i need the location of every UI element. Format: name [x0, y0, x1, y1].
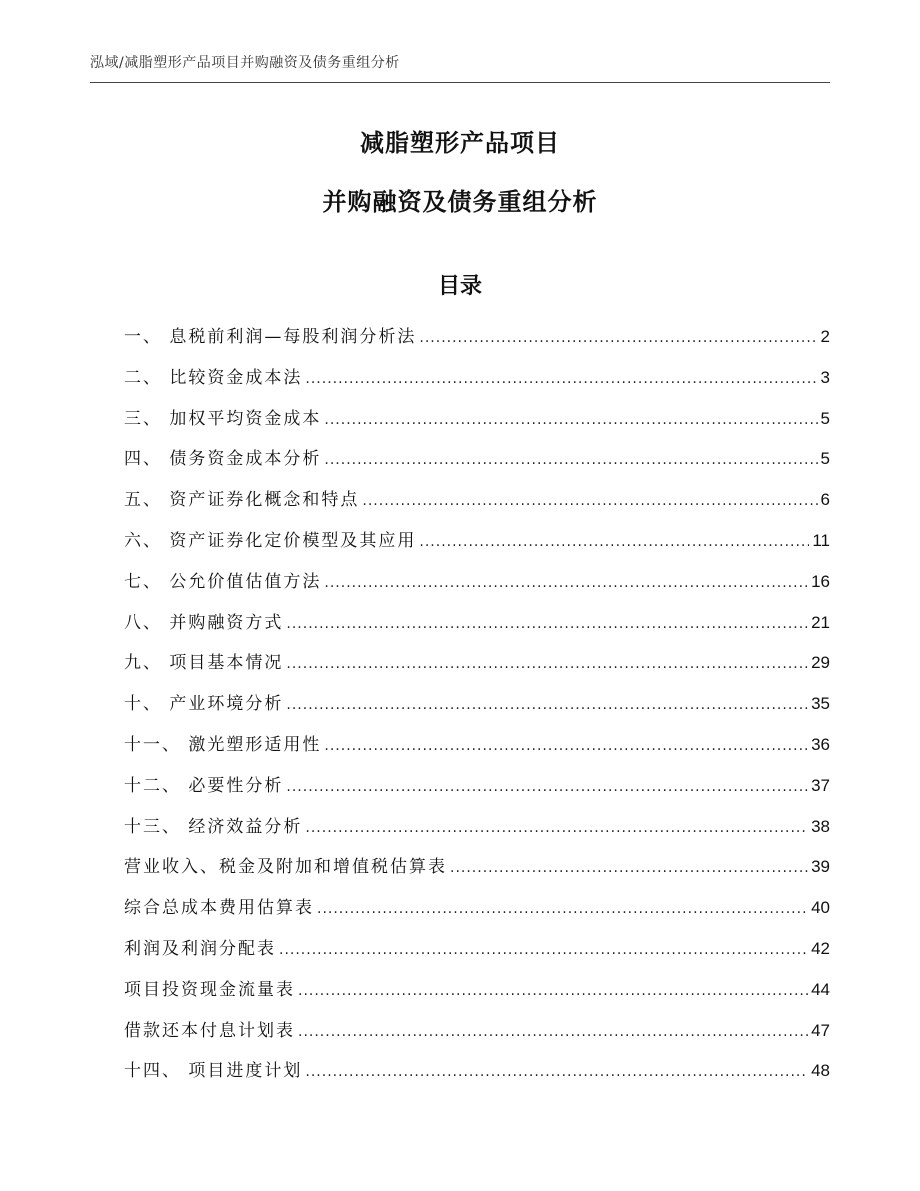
toc-entry[interactable]	[124, 322, 830, 363]
toc-entry[interactable]	[124, 526, 830, 567]
toc-entry-page-number: 2	[820, 327, 830, 346]
toc-dot-leader	[362, 486, 817, 516]
toc-entry-label: 借款还本付息计划表	[124, 1020, 295, 1041]
toc-dot-leader	[324, 731, 808, 761]
toc-entry-page-number: 6	[820, 490, 830, 510]
toc-entry-page-number: 48	[811, 1061, 830, 1081]
toc-entry-page-number: 29	[811, 653, 830, 673]
toc-entry[interactable]	[124, 648, 830, 689]
toc-entry-number: 十二、	[124, 775, 189, 796]
toc-entry-number: 十三、	[124, 816, 189, 837]
toc-entry-label: 并购融资方式	[169, 612, 284, 633]
toc-entry[interactable]	[124, 1056, 830, 1097]
toc-entry-page-number: 11	[812, 530, 830, 550]
toc-entry[interactable]	[124, 852, 830, 893]
toc-entry[interactable]	[124, 404, 830, 445]
toc-entry-number: 一、	[124, 327, 170, 347]
toc-dot-leader	[286, 690, 808, 720]
toc-entry-label: 公允价值估值方法	[169, 571, 322, 592]
toc-dot-leader	[279, 935, 808, 965]
document-title-line-1: 减脂塑形产品项目	[360, 129, 560, 157]
toc-entry[interactable]	[124, 689, 830, 730]
toc-entry-page-number: 5	[820, 449, 830, 469]
toc-entry[interactable]	[124, 567, 830, 608]
toc-dot-leader	[324, 445, 817, 475]
toc-entry-number: 二、	[124, 367, 170, 388]
toc-entry-label: 息税前利润—每股利润分析法	[169, 327, 417, 347]
toc-dot-leader	[286, 772, 808, 802]
toc-entry[interactable]	[124, 444, 830, 485]
table-of-contents	[124, 322, 830, 1097]
toc-entry-number: 三、	[124, 408, 170, 429]
toc-dot-leader	[305, 1057, 808, 1087]
toc-entry-number: 十四、	[124, 1061, 189, 1082]
toc-entry-number: 十一、	[124, 734, 189, 755]
toc-entry-page-number: 39	[811, 857, 830, 877]
toc-entry-number: 十、	[124, 694, 170, 715]
toc-dot-leader	[286, 609, 808, 639]
toc-dot-leader	[419, 527, 809, 557]
toc-entry-page-number: 47	[811, 1020, 830, 1040]
toc-entry-label: 项目投资现金流量表	[124, 979, 295, 1000]
toc-entry-number: 六、	[124, 530, 170, 551]
toc-entry-page-number: 40	[811, 898, 830, 918]
toc-dot-leader	[305, 813, 808, 843]
toc-entry-number: 八、	[124, 612, 170, 633]
toc-entry[interactable]	[124, 730, 830, 771]
toc-entry-label: 综合总成本费用估算表	[124, 898, 314, 919]
toc-entry-label: 债务资金成本分析	[169, 449, 322, 470]
toc-entry-label: 必要性分析	[188, 775, 284, 796]
toc-entry[interactable]	[124, 363, 830, 404]
toc-entry-label: 加权平均资金成本	[169, 408, 322, 429]
toc-entry-page-number: 44	[811, 979, 830, 999]
toc-entry[interactable]	[124, 934, 830, 975]
toc-entry[interactable]	[124, 1016, 830, 1057]
toc-entry-label: 资产证券化概念和特点	[169, 490, 360, 511]
toc-entry-label: 资产证券化定价模型及其应用	[169, 530, 417, 551]
toc-entry-number: 九、	[124, 653, 170, 674]
toc-entry-page-number: 35	[811, 694, 830, 714]
toc-entry-label: 营业收入、税金及附加和增值税估算表	[124, 857, 447, 878]
toc-entry-label: 比较资金成本法	[169, 367, 303, 388]
toc-entry-label: 产业环境分析	[169, 694, 284, 715]
toc-entry-label: 利润及利润分配表	[124, 938, 276, 959]
toc-dot-leader	[450, 853, 808, 883]
toc-entry[interactable]	[124, 608, 830, 649]
toc-entry-page-number: 37	[811, 775, 830, 795]
toc-entry-page-number: 5	[820, 408, 830, 428]
toc-entry[interactable]	[124, 485, 830, 526]
toc-entry[interactable]	[124, 893, 830, 934]
toc-entry-number: 七、	[124, 571, 170, 592]
toc-dot-leader	[324, 405, 817, 435]
toc-entry-page-number: 16	[811, 571, 830, 591]
toc-entry[interactable]	[124, 812, 830, 853]
document-title-line-2: 并购融资及债务重组分析	[322, 188, 598, 216]
toc-dot-leader	[305, 364, 817, 394]
toc-entry-number: 五、	[124, 490, 170, 511]
toc-entry-page-number: 21	[811, 612, 830, 632]
page-header	[90, 52, 830, 83]
toc-dot-leader	[324, 568, 808, 598]
toc-dot-leader	[419, 323, 817, 353]
toc-entry-label: 项目基本情况	[169, 653, 284, 674]
toc-entry-label: 经济效益分析	[188, 816, 303, 837]
toc-entry-page-number: 3	[820, 367, 830, 387]
toc-entry-page-number: 38	[811, 816, 830, 836]
toc-entry-label: 激光塑形适用性	[188, 734, 322, 755]
toc-dot-leader	[317, 894, 808, 924]
toc-dot-leader	[298, 1017, 808, 1047]
toc-entry[interactable]	[124, 771, 830, 812]
toc-entry-number: 四、	[124, 449, 170, 470]
header-text: 泓域/减脂塑形产品项目并购融资及债务重组分析	[90, 55, 400, 71]
toc-entry-page-number: 42	[811, 938, 830, 958]
toc-dot-leader	[298, 976, 808, 1006]
toc-heading: 目录	[437, 274, 482, 299]
toc-entry-page-number: 36	[811, 734, 830, 754]
toc-entry[interactable]	[124, 975, 830, 1016]
toc-entry-label: 项目进度计划	[188, 1061, 303, 1082]
toc-dot-leader	[286, 649, 808, 679]
